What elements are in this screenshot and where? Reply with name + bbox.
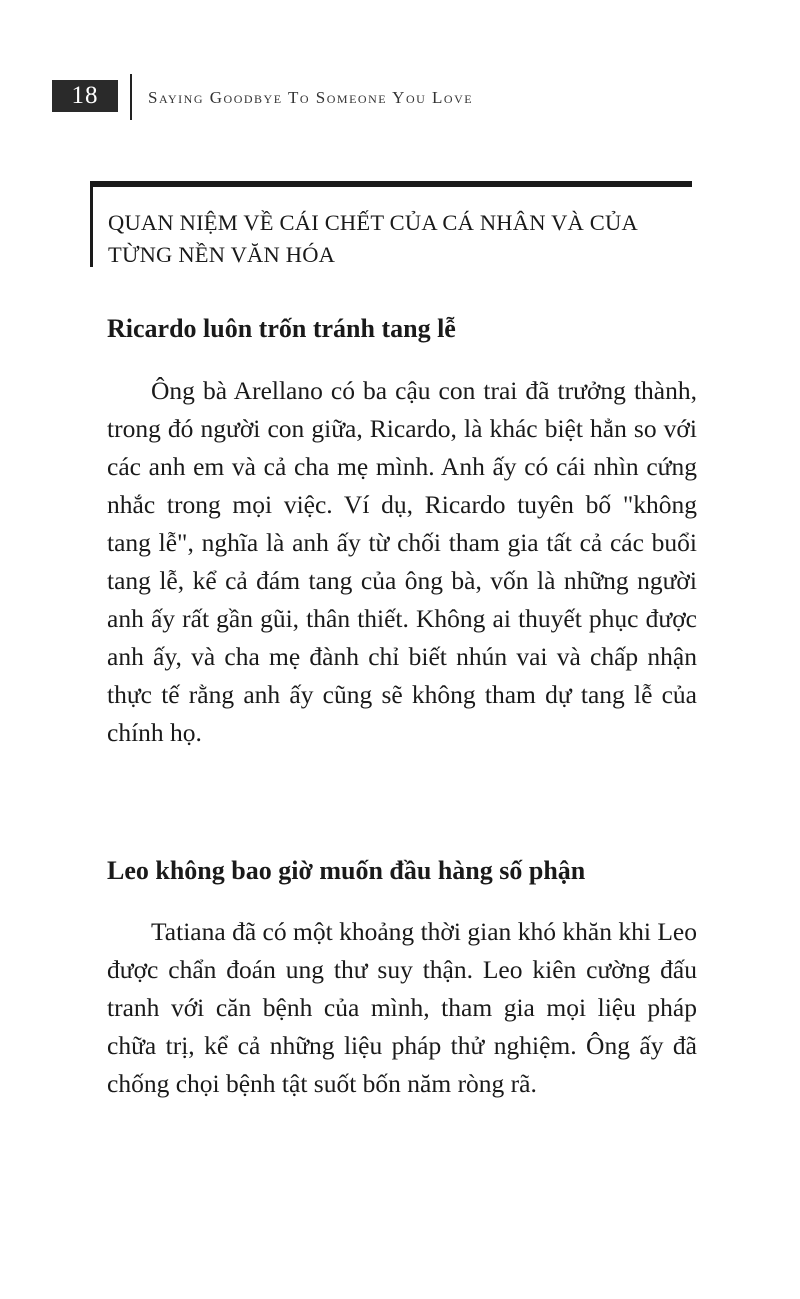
story-title-ricardo: Ricardo luôn trốn tránh tang lễ	[107, 314, 456, 343]
section-block	[90, 181, 692, 267]
section-top-rule	[90, 181, 692, 187]
section-heading: QUAN NIỆM VỀ CÁI CHẾT CỦA CÁ NHÂN VÀ CỦA TỪNG NỀN VĂN HÓA	[108, 210, 637, 267]
header-divider	[130, 74, 132, 120]
story-paragraph-ricardo: Ông bà Arellano có ba cậu con trai đã trưởng thành, trong đó người con giữa, Ricardo, là khác biệt hẳn so với các anh em và cả cha mẹ mình. Anh ấy có cái nhìn cứng nhắc trong mọi việc. Ví dụ, Ricardo tuyên bố "không tang lễ", nghĩa là anh ấy từ chối tham gia tất cả các buổi tang lễ, kể cả đám tang của ông bà, vốn là những người anh ấy rất gần gũi, thân thiết. Không ai thuyết phục được anh ấy, và cha mẹ đành chỉ biết nhún vai và chấp nhận thực tế rằng anh ấy cũng sẽ không tham dự tang lễ của chính họ.	[107, 376, 697, 747]
section-left-rule	[90, 181, 93, 267]
story-paragraph-leo: Tatiana đã có một khoảng thời gian khó khăn khi Leo được chẩn đoán ung thư suy thận. Leo kiên cường đấu tranh với căn bệnh của mình, tham gia mọi liệu pháp chữa trị, kể cả những liệu pháp thử nghiệm. Ông ấy đã chống chọi bệnh tật suốt bốn năm ròng rã.	[107, 917, 697, 1098]
story-title-leo: Leo không bao giờ muốn đầu hàng số phận	[107, 856, 586, 885]
page-number: 18	[52, 80, 118, 112]
running-title: Saying Goodbye To Someone You Love	[148, 88, 474, 107]
